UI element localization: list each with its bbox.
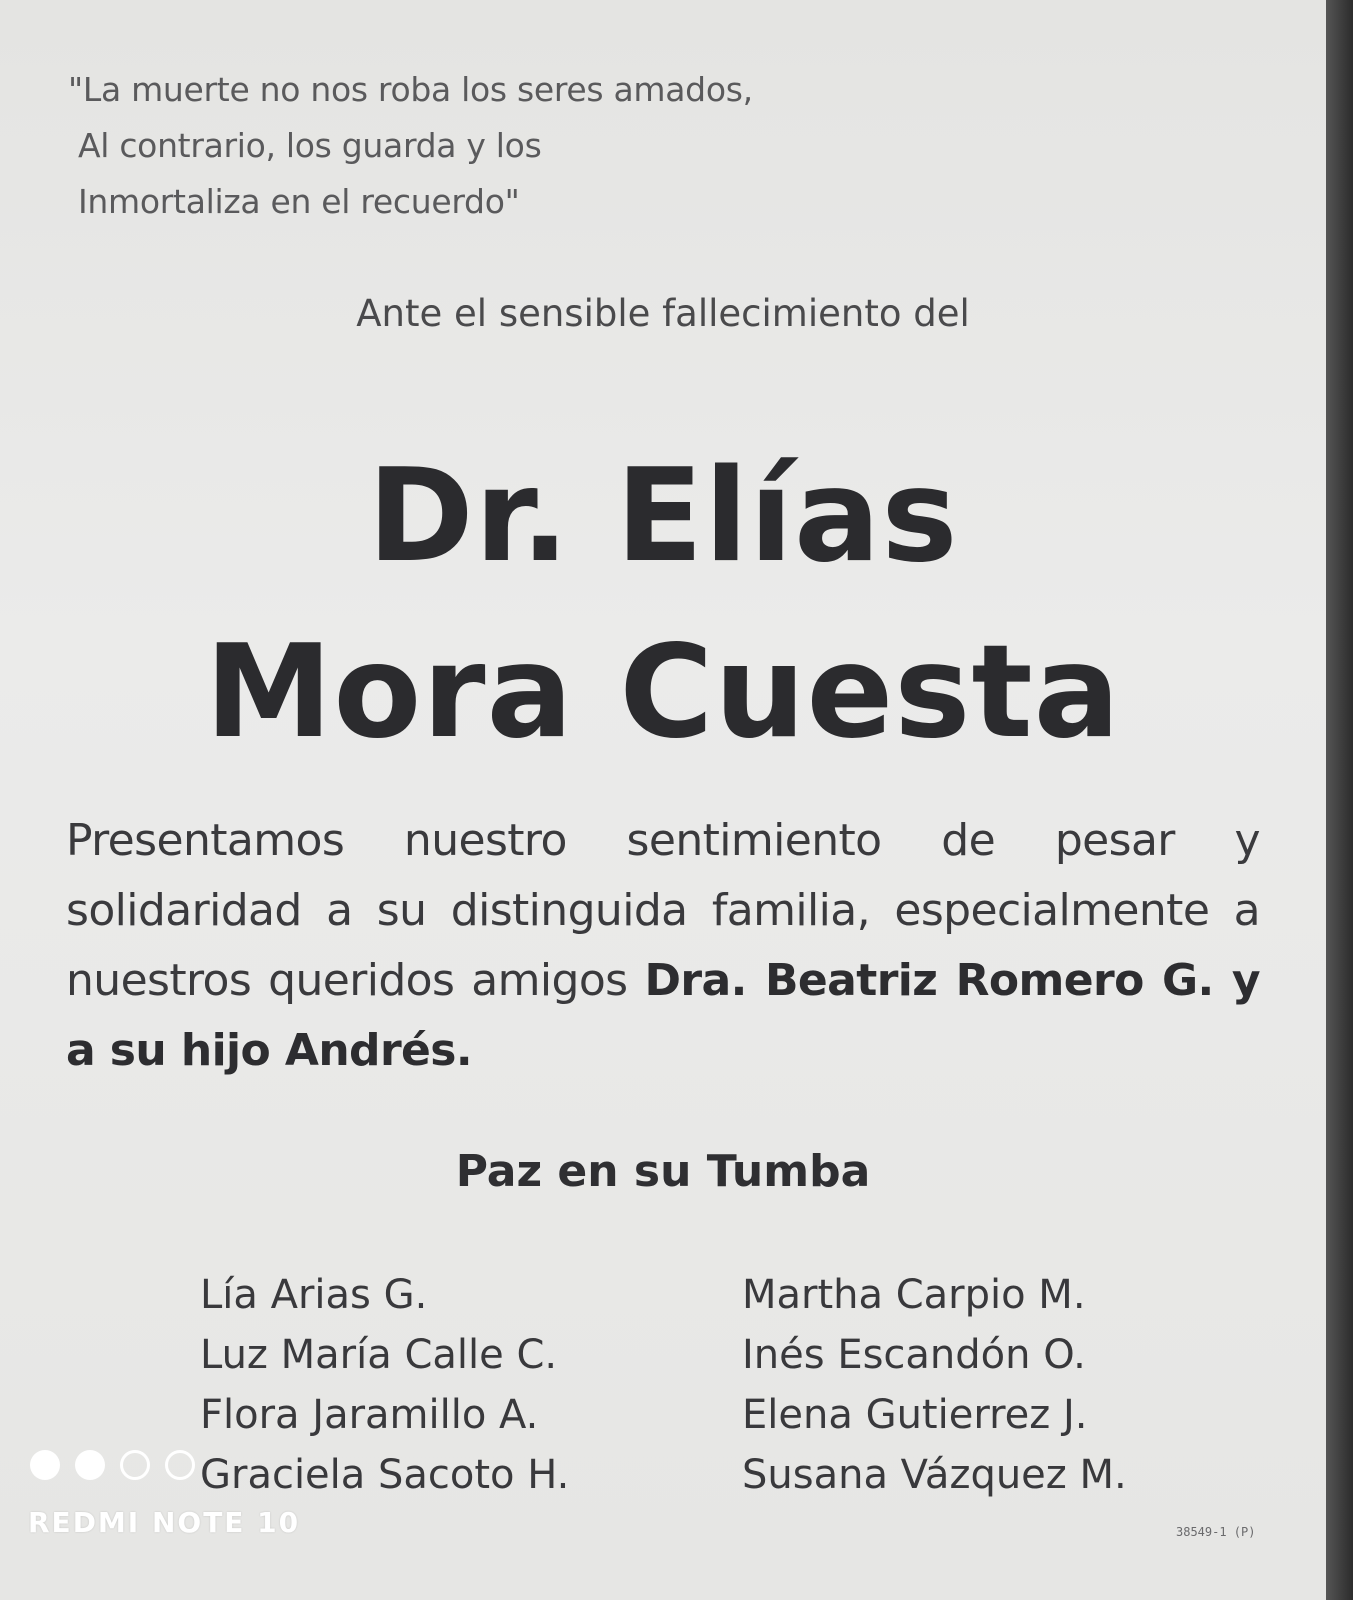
- condolence-recipients: Dra. Beatriz Romero G. y a su hijo Andrés.: [66, 955, 1260, 1076]
- camera-watermark: [28, 1450, 300, 1539]
- signer-name: Inés Escandón O.: [742, 1332, 1086, 1378]
- watermark-dots: [30, 1450, 300, 1480]
- hollow-dot-icon: [165, 1450, 195, 1480]
- deceased-name-line1: Dr. Elías: [367, 442, 959, 591]
- closing-phrase: Paz en su Tumba: [455, 1146, 871, 1197]
- signer-name: Lía Arias G.: [200, 1272, 428, 1318]
- signer-name: Martha Carpio M.: [742, 1272, 1086, 1318]
- hollow-dot-icon: [120, 1450, 150, 1480]
- epigraph-line: "La muerte no nos roba los seres amados,: [68, 70, 753, 109]
- epigraph-line: Inmortaliza en el recuerdo": [78, 182, 520, 221]
- signer-name: Flora Jaramillo A.: [200, 1392, 539, 1438]
- condolence-message: [66, 806, 1260, 1086]
- page-edge: [1326, 0, 1353, 1600]
- condolence-text: Presentamos nuestro sentimiento de pesar y solidaridad a su distinguida familia, especialmente a nuestros queridos amigos: [66, 815, 1260, 1006]
- signer-name: Graciela Sacoto H.: [200, 1452, 570, 1498]
- deceased-name-line2: Mora Cuesta: [205, 618, 1121, 767]
- epigraph-line: Al contrario, los guarda y los: [78, 126, 542, 165]
- signer-name: Luz María Calle C.: [200, 1332, 558, 1378]
- intro-text: Ante el sensible fallecimiento del: [356, 292, 970, 335]
- epigraph: [68, 62, 753, 230]
- signer-name: Susana Vázquez M.: [742, 1452, 1127, 1498]
- filled-dot-icon: [75, 1450, 105, 1480]
- signers-right-column: [742, 1265, 1127, 1505]
- filled-dot-icon: [30, 1450, 60, 1480]
- signer-name: Elena Gutierrez J.: [742, 1392, 1088, 1438]
- ad-reference-code: 38549-1 (P): [1176, 1525, 1256, 1539]
- watermark-text: REDMI NOTE 10: [28, 1506, 301, 1539]
